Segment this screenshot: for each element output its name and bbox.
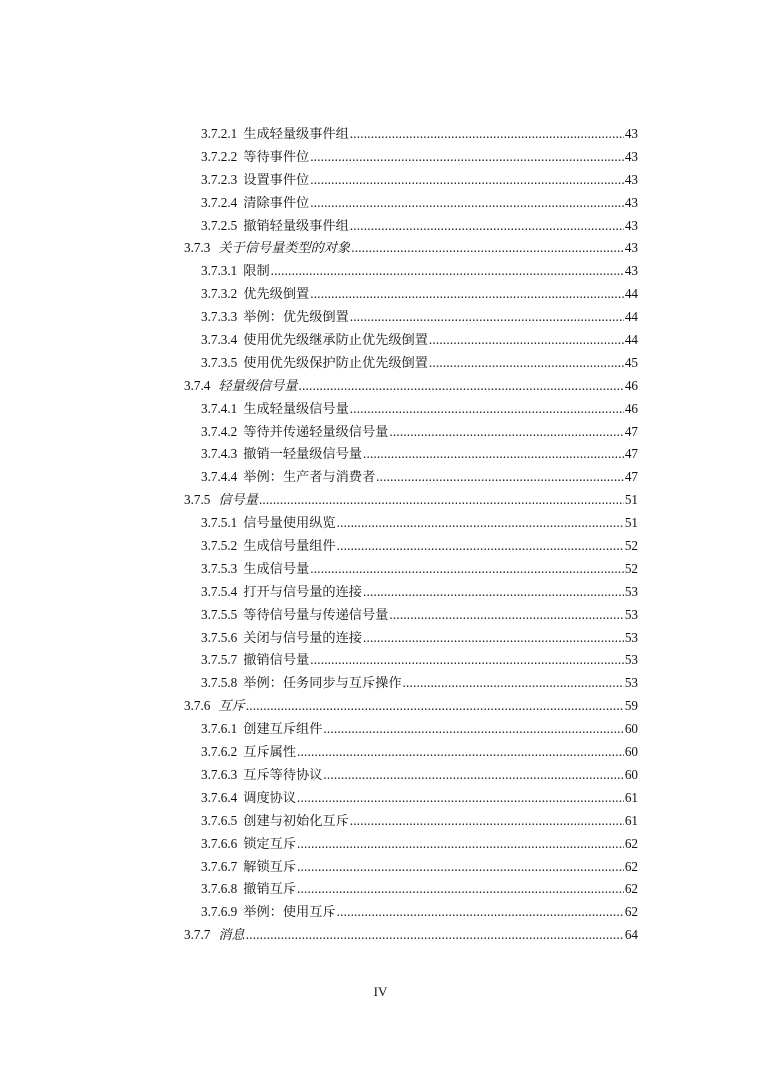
toc-entry[interactable] bbox=[184, 718, 638, 741]
toc-entry-number: 3.7.4.1 bbox=[201, 400, 238, 416]
toc-entry-page: 46 bbox=[624, 400, 638, 416]
toc-entry[interactable] bbox=[184, 146, 638, 169]
dot-leader bbox=[246, 924, 624, 947]
dot-leader bbox=[297, 878, 624, 901]
toc-entry-title: 消息 bbox=[218, 927, 245, 943]
toc-entry-page: 62 bbox=[624, 904, 638, 920]
toc-entry-number: 3.7.5.3 bbox=[201, 560, 238, 576]
toc-entry-number: 3.7.5.7 bbox=[201, 652, 238, 668]
toc-entry-page: 43 bbox=[624, 217, 638, 233]
toc-entry-title: 锁定互斥 bbox=[243, 835, 297, 851]
toc-entry-number: 3.7.5.6 bbox=[201, 629, 238, 645]
toc-entry[interactable] bbox=[184, 535, 638, 558]
dot-leader bbox=[350, 810, 624, 833]
dot-leader bbox=[246, 695, 624, 718]
dot-leader bbox=[310, 558, 624, 581]
toc-entry-page: 47 bbox=[624, 423, 638, 439]
toc-entry-number: 3.7.6.8 bbox=[201, 881, 238, 897]
toc-entry-number: 3.7.6.6 bbox=[201, 835, 238, 851]
dot-leader bbox=[337, 901, 624, 924]
toc-entry-title: 互斥 bbox=[218, 698, 245, 714]
dot-leader bbox=[350, 123, 624, 146]
dot-leader bbox=[297, 787, 624, 810]
toc-entry-number: 3.7.6.1 bbox=[201, 721, 238, 737]
toc-entry-page: 53 bbox=[624, 606, 638, 622]
toc-entry[interactable] bbox=[184, 924, 638, 947]
toc-entry-number: 3.7.5.1 bbox=[201, 515, 238, 531]
toc-entry-number: 3.7.4.4 bbox=[201, 469, 238, 485]
toc-entry-page: 62 bbox=[624, 858, 638, 874]
dot-leader bbox=[310, 649, 624, 672]
toc-entry-number: 3.7.3 bbox=[184, 240, 211, 256]
toc-entry-title: 互斥等待协议 bbox=[243, 766, 323, 782]
toc-entry-title: 生成信号量 bbox=[243, 560, 310, 576]
page-number-footer: IV bbox=[373, 984, 388, 999]
toc-entry-number: 3.7.2.1 bbox=[201, 126, 238, 141]
toc-entry[interactable] bbox=[184, 192, 638, 215]
toc-entry-number: 3.7.4.2 bbox=[201, 423, 238, 439]
toc-entry-page: 53 bbox=[624, 652, 638, 668]
toc-entry-number: 3.7.3.3 bbox=[201, 309, 238, 325]
toc-entry-page: 47 bbox=[624, 446, 638, 462]
toc-entry-title: 举例：使用互斥 bbox=[243, 904, 336, 920]
toc-entry-title: 关闭与信号量的连接 bbox=[243, 629, 362, 645]
toc-entry-page: 43 bbox=[624, 194, 638, 210]
toc-entry-number: 3.7.3.5 bbox=[201, 354, 238, 370]
toc-entry-title: 打开与信号量的连接 bbox=[243, 583, 362, 599]
toc-entry-page: 43 bbox=[624, 240, 638, 256]
toc-entry-number: 3.7.5.8 bbox=[201, 675, 238, 691]
toc-entry-page: 44 bbox=[624, 332, 638, 348]
toc-entry[interactable] bbox=[184, 329, 638, 352]
toc-entry-title: 举例：生产者与消费者 bbox=[243, 469, 376, 485]
dot-leader bbox=[350, 215, 624, 238]
toc-entry-title: 生成轻量级事件组 bbox=[243, 126, 349, 141]
toc-entry-number: 3.7.3.1 bbox=[201, 263, 238, 279]
toc-entry-title: 举例：任务同步与互斥操作 bbox=[243, 675, 402, 691]
toc-entry-number: 3.7.6.4 bbox=[201, 789, 238, 805]
toc-entry[interactable] bbox=[184, 352, 638, 375]
dot-leader bbox=[323, 718, 623, 741]
toc-entry-page: 51 bbox=[624, 515, 638, 531]
toc-entry-page: 61 bbox=[624, 812, 638, 828]
toc-entry-page: 62 bbox=[624, 835, 638, 851]
dot-leader bbox=[299, 375, 624, 398]
dot-leader bbox=[429, 329, 624, 352]
toc-entry-page: 51 bbox=[624, 492, 638, 508]
toc-entry-title: 创建与初始化互斥 bbox=[243, 812, 349, 828]
toc-entry-number: 3.7.4.3 bbox=[201, 446, 238, 462]
toc-entry-title: 清除事件位 bbox=[243, 194, 310, 210]
toc-entry-title: 互斥属性 bbox=[243, 744, 297, 760]
toc-entry-page: 53 bbox=[624, 583, 638, 599]
toc-entry-number: 3.7.5.2 bbox=[201, 538, 238, 554]
toc-entry[interactable] bbox=[184, 627, 638, 650]
toc-entry[interactable] bbox=[184, 833, 638, 856]
toc-entry[interactable] bbox=[184, 901, 638, 924]
toc-entry[interactable] bbox=[184, 581, 638, 604]
dot-leader bbox=[310, 283, 624, 306]
dot-leader bbox=[310, 192, 624, 215]
dot-leader bbox=[351, 237, 624, 260]
toc-entry[interactable] bbox=[184, 512, 638, 535]
table-of-contents bbox=[184, 123, 638, 947]
toc-entry-page: 59 bbox=[624, 698, 638, 714]
dot-leader bbox=[376, 466, 624, 489]
toc-entry-number: 3.7.6.9 bbox=[201, 904, 238, 920]
dot-leader bbox=[337, 512, 624, 535]
toc-entry-title: 限制 bbox=[243, 263, 270, 279]
toc-entry-title: 生成轻量级信号量 bbox=[243, 400, 349, 416]
dot-leader bbox=[271, 260, 624, 283]
toc-entry[interactable] bbox=[184, 878, 638, 901]
toc-entry[interactable] bbox=[184, 810, 638, 833]
toc-entry-title: 生成信号量组件 bbox=[243, 538, 336, 554]
dot-leader bbox=[389, 604, 623, 627]
dot-leader bbox=[297, 833, 624, 856]
toc-entry-number: 3.7.5 bbox=[184, 492, 211, 508]
toc-entry[interactable] bbox=[184, 604, 638, 627]
toc-entry-number: 3.7.6.5 bbox=[201, 812, 238, 828]
dot-leader bbox=[323, 764, 623, 787]
toc-entry-page: 43 bbox=[624, 148, 638, 164]
toc-entry[interactable] bbox=[184, 443, 638, 466]
toc-entry-page: 60 bbox=[624, 721, 638, 737]
toc-entry-page: 43 bbox=[624, 263, 638, 279]
dot-leader bbox=[350, 398, 624, 421]
toc-entry-page: 64 bbox=[624, 927, 638, 943]
toc-entry[interactable] bbox=[184, 466, 638, 489]
toc-entry-number: 3.7.2.3 bbox=[201, 171, 238, 187]
toc-entry-page: 62 bbox=[624, 881, 638, 897]
toc-entry-number: 3.7.2.5 bbox=[201, 217, 238, 233]
toc-entry-number: 3.7.5.5 bbox=[201, 606, 238, 622]
toc-entry-title: 关于信号量类型的对象 bbox=[218, 240, 351, 256]
toc-entry-title: 优先级倒置 bbox=[243, 286, 310, 302]
toc-entry[interactable] bbox=[184, 306, 638, 329]
toc-entry-number: 3.7.2.4 bbox=[201, 194, 238, 210]
toc-entry[interactable] bbox=[184, 764, 638, 787]
dot-leader bbox=[310, 169, 624, 192]
toc-entry[interactable] bbox=[184, 375, 638, 398]
dot-leader bbox=[363, 581, 624, 604]
toc-entry[interactable] bbox=[184, 787, 638, 810]
toc-entry[interactable] bbox=[184, 741, 638, 764]
toc-entry-number: 3.7.2.2 bbox=[201, 148, 238, 164]
toc-entry-page: 43 bbox=[624, 171, 638, 187]
toc-entry-title: 使用优先级保护防止优先级倒置 bbox=[243, 354, 428, 370]
toc-entry-title: 使用优先级继承防止优先级倒置 bbox=[243, 332, 428, 348]
toc-entry-page: 60 bbox=[624, 744, 638, 760]
toc-entry-title: 撤销互斥 bbox=[243, 881, 297, 897]
toc-entry-page: 46 bbox=[624, 377, 638, 393]
toc-entry-page: 53 bbox=[624, 629, 638, 645]
toc-entry[interactable] bbox=[184, 649, 638, 672]
dot-leader bbox=[297, 856, 624, 879]
toc-entry-page: 44 bbox=[624, 286, 638, 302]
toc-entry-number: 3.7.4 bbox=[184, 377, 211, 393]
toc-entry-number: 3.7.6 bbox=[184, 698, 211, 714]
toc-entry[interactable] bbox=[184, 421, 638, 444]
toc-entry-title: 等待信号量与传递信号量 bbox=[243, 606, 389, 622]
dot-leader bbox=[337, 535, 624, 558]
toc-entry-title: 轻量级信号量 bbox=[218, 377, 298, 393]
toc-entry[interactable] bbox=[184, 558, 638, 581]
toc-entry-number: 3.7.3.2 bbox=[201, 286, 238, 302]
dot-leader bbox=[403, 672, 624, 695]
toc-entry-page: 44 bbox=[624, 309, 638, 325]
toc-entry-number: 3.7.3.4 bbox=[201, 332, 238, 348]
toc-entry-title: 等待并传递轻量级信号量 bbox=[243, 423, 389, 439]
toc-entry-title: 信号量使用纵览 bbox=[243, 515, 336, 531]
toc-entry-page: 60 bbox=[624, 766, 638, 782]
toc-entry[interactable] bbox=[184, 123, 638, 146]
toc-entry-title: 举例：优先级倒置 bbox=[243, 309, 349, 325]
toc-entry[interactable] bbox=[184, 856, 638, 879]
toc-entry-title: 解锁互斥 bbox=[243, 858, 297, 874]
toc-entry[interactable] bbox=[184, 237, 638, 260]
toc-entry-page: 47 bbox=[624, 469, 638, 485]
toc-entry-page: 52 bbox=[624, 560, 638, 576]
toc-entry-page: 52 bbox=[624, 538, 638, 554]
toc-entry-number: 3.7.7 bbox=[184, 927, 211, 943]
toc-entry-title: 调度协议 bbox=[243, 789, 297, 805]
dot-leader bbox=[350, 306, 624, 329]
toc-entry-title: 设置事件位 bbox=[243, 171, 310, 187]
dot-leader bbox=[363, 627, 624, 650]
dot-leader bbox=[297, 741, 624, 764]
toc-entry[interactable] bbox=[184, 695, 638, 718]
toc-entry-number: 3.7.6.7 bbox=[201, 858, 238, 874]
toc-entry[interactable] bbox=[184, 398, 638, 421]
toc-entry[interactable] bbox=[184, 215, 638, 238]
toc-entry-title: 信号量 bbox=[218, 492, 258, 508]
toc-entry-page: 53 bbox=[624, 675, 638, 691]
toc-entry-page: 61 bbox=[624, 789, 638, 805]
dot-leader bbox=[429, 352, 624, 375]
dot-leader bbox=[259, 489, 624, 512]
dot-leader bbox=[363, 443, 624, 466]
toc-entry-title: 等待事件位 bbox=[243, 148, 310, 164]
toc-entry-page: 45 bbox=[624, 354, 638, 370]
toc-entry-number: 3.7.6.3 bbox=[201, 766, 238, 782]
toc-entry-number: 3.7.5.4 bbox=[201, 583, 238, 599]
toc-entry-title: 撤销一轻量级信号量 bbox=[243, 446, 362, 462]
toc-entry[interactable] bbox=[184, 672, 638, 695]
toc-entry-page: 43 bbox=[624, 126, 638, 141]
toc-entry[interactable] bbox=[184, 169, 638, 192]
toc-entry-title: 撤销轻量级事件组 bbox=[243, 217, 349, 233]
toc-entry-number: 3.7.6.2 bbox=[201, 744, 238, 760]
dot-leader bbox=[389, 421, 623, 444]
dot-leader bbox=[310, 146, 624, 169]
toc-entry-title: 创建互斥组件 bbox=[243, 721, 323, 737]
toc-entry-title: 撤销信号量 bbox=[243, 652, 310, 668]
toc-entry[interactable] bbox=[184, 260, 638, 283]
toc-entry[interactable] bbox=[184, 283, 638, 306]
toc-entry[interactable] bbox=[184, 489, 638, 512]
